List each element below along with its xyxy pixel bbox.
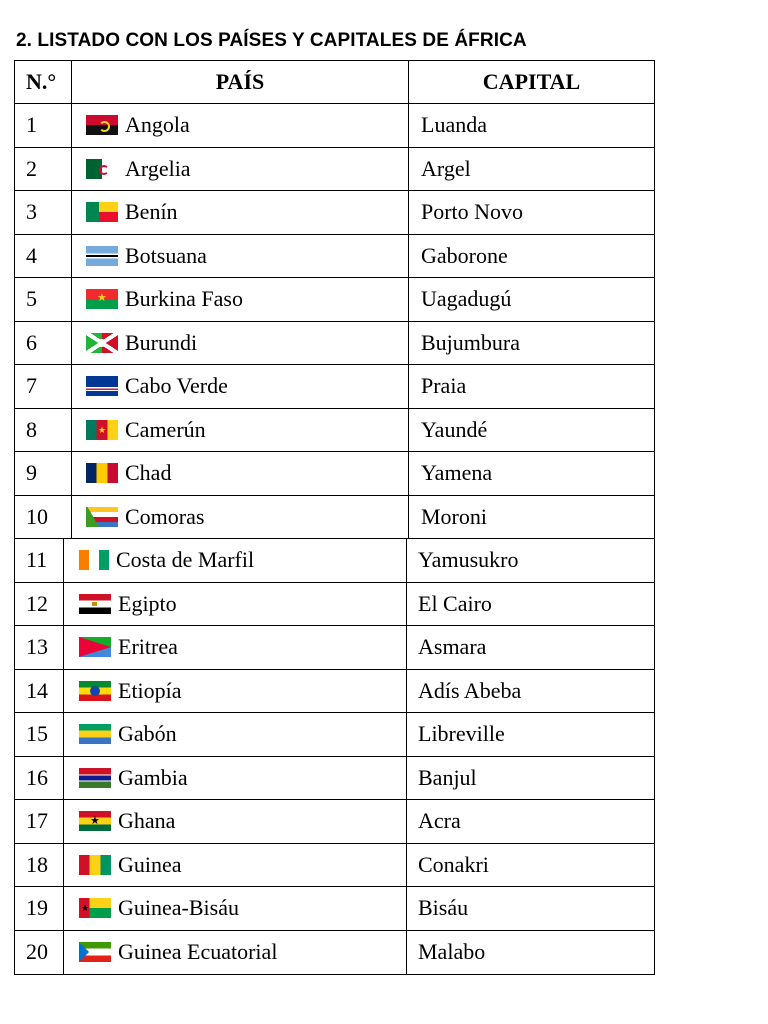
row-capital: Luanda bbox=[421, 112, 487, 138]
header-capital: CAPITAL bbox=[482, 69, 581, 94]
table-row bbox=[15, 670, 654, 714]
row-number: 18 bbox=[15, 844, 64, 887]
table-row bbox=[15, 583, 654, 627]
row-capital: Banjul bbox=[418, 764, 477, 790]
row-country: Guinea-Bisáu bbox=[118, 895, 239, 921]
row-country-cell bbox=[64, 887, 407, 930]
row-capital: Porto Novo bbox=[421, 199, 524, 225]
table-row bbox=[15, 844, 654, 888]
row-number: 2 bbox=[15, 148, 72, 191]
row-country: Camerún bbox=[125, 416, 206, 442]
row-country: Ghana bbox=[118, 808, 176, 834]
row-capital: Argel bbox=[421, 155, 471, 181]
row-country-cell bbox=[72, 191, 409, 234]
row-country: Guinea bbox=[118, 851, 182, 877]
row-capital: Yamusukro bbox=[418, 547, 519, 573]
comoros-flag-icon bbox=[86, 507, 118, 527]
row-country: Gambia bbox=[118, 764, 188, 790]
table-row bbox=[15, 931, 654, 975]
header-number: N.° bbox=[15, 61, 72, 103]
row-capital: Gaborone bbox=[421, 242, 508, 268]
gabon-flag-icon bbox=[79, 724, 111, 744]
row-capital: Bisáu bbox=[418, 895, 469, 921]
row-country: Burkina Faso bbox=[125, 286, 243, 312]
algeria-flag-icon bbox=[86, 159, 118, 179]
row-capital: Yaundé bbox=[421, 416, 488, 442]
benin-flag-icon bbox=[86, 202, 118, 222]
guinea-flag-icon bbox=[79, 855, 111, 875]
row-capital: Praia bbox=[421, 373, 467, 399]
cape-verde-flag-icon bbox=[86, 376, 118, 396]
row-country-cell bbox=[72, 148, 409, 191]
row-capital: Libreville bbox=[418, 721, 505, 747]
row-number: 14 bbox=[15, 670, 64, 713]
row-country: Angola bbox=[125, 112, 190, 138]
row-country: Guinea Ecuatorial bbox=[118, 939, 278, 965]
row-country: Eritrea bbox=[118, 634, 178, 660]
row-country-cell bbox=[64, 931, 407, 975]
row-country: Botsuana bbox=[125, 242, 207, 268]
row-country: Gabón bbox=[118, 721, 177, 747]
table-row bbox=[15, 148, 654, 192]
row-country-cell bbox=[72, 322, 409, 365]
eritrea-flag-icon bbox=[79, 637, 111, 657]
cameroon-flag-icon bbox=[86, 420, 118, 440]
row-number: 20 bbox=[15, 931, 64, 975]
table-row bbox=[15, 496, 654, 540]
row-number: 4 bbox=[15, 235, 72, 278]
burundi-flag-icon bbox=[86, 333, 118, 353]
row-number: 5 bbox=[15, 278, 72, 321]
equatorial-guinea-flag-icon bbox=[79, 942, 111, 962]
row-country-cell bbox=[72, 235, 409, 278]
ivory-coast-flag-icon bbox=[79, 550, 109, 570]
row-country-cell bbox=[64, 583, 407, 626]
row-number: 11 bbox=[15, 539, 64, 582]
row-country-cell bbox=[72, 409, 409, 452]
botswana-flag-icon bbox=[86, 246, 118, 266]
table-row bbox=[15, 409, 654, 453]
row-country-cell bbox=[64, 713, 407, 756]
guinea-bissau-flag-icon bbox=[79, 898, 111, 918]
table-row bbox=[15, 322, 654, 366]
row-number: 8 bbox=[15, 409, 72, 452]
table-row bbox=[15, 757, 654, 801]
table-row bbox=[15, 191, 654, 235]
chad-flag-icon bbox=[86, 463, 118, 483]
row-number: 9 bbox=[15, 452, 72, 495]
header-country: PAÍS bbox=[72, 61, 409, 103]
row-country-cell bbox=[72, 365, 409, 408]
countries-capitals-table bbox=[14, 60, 655, 975]
row-country: Benín bbox=[125, 199, 178, 225]
row-capital: Uagadugú bbox=[421, 286, 512, 312]
row-number: 16 bbox=[15, 757, 64, 800]
row-country-cell bbox=[72, 278, 409, 321]
row-country-cell bbox=[64, 670, 407, 713]
row-country-cell bbox=[64, 844, 407, 887]
row-number: 13 bbox=[15, 626, 64, 669]
row-number: 17 bbox=[15, 800, 64, 843]
gambia-flag-icon bbox=[79, 768, 111, 788]
ethiopia-flag-icon bbox=[79, 681, 111, 701]
row-country: Burundi bbox=[125, 329, 198, 355]
row-country: Egipto bbox=[118, 590, 177, 616]
row-country-cell bbox=[72, 104, 409, 147]
row-number: 7 bbox=[15, 365, 72, 408]
row-country: Cabo Verde bbox=[125, 373, 228, 399]
table-row bbox=[15, 235, 654, 279]
row-country: Argelia bbox=[125, 155, 191, 181]
row-country-cell bbox=[64, 757, 407, 800]
row-country: Chad bbox=[125, 460, 172, 486]
row-capital: Bujumbura bbox=[421, 329, 520, 355]
row-capital: Conakri bbox=[418, 851, 489, 877]
table-header-row bbox=[15, 61, 654, 104]
row-country-cell bbox=[64, 800, 407, 843]
row-country-cell bbox=[72, 496, 409, 539]
table-row bbox=[15, 626, 654, 670]
row-capital: Malabo bbox=[418, 939, 486, 965]
row-country-cell bbox=[64, 626, 407, 669]
ghana-flag-icon bbox=[79, 811, 111, 831]
row-country: Comoras bbox=[125, 503, 205, 529]
row-number: 12 bbox=[15, 583, 64, 626]
row-number: 1 bbox=[15, 104, 72, 147]
table-row bbox=[15, 887, 654, 931]
row-number: 3 bbox=[15, 191, 72, 234]
row-capital: Asmara bbox=[418, 634, 487, 660]
row-capital: Acra bbox=[418, 808, 461, 834]
row-capital: Moroni bbox=[421, 503, 487, 529]
burkina-faso-flag-icon bbox=[86, 289, 118, 309]
table-row bbox=[15, 104, 654, 148]
angola-flag-icon bbox=[86, 115, 118, 135]
table-row bbox=[15, 713, 654, 757]
document-title: 2. LISTADO CON LOS PAÍSES Y CAPITALES DE ÁFRICA bbox=[16, 30, 527, 51]
row-country-cell bbox=[64, 539, 407, 582]
table-row bbox=[15, 539, 654, 583]
row-number: 19 bbox=[15, 887, 64, 930]
egypt-flag-icon bbox=[79, 594, 111, 614]
row-number: 6 bbox=[15, 322, 72, 365]
table-row bbox=[15, 452, 654, 496]
row-capital: El Cairo bbox=[418, 590, 492, 616]
row-country: Costa de Marfil bbox=[116, 547, 255, 573]
row-number: 15 bbox=[15, 713, 64, 756]
row-capital: Adís Abeba bbox=[418, 677, 522, 703]
row-number: 10 bbox=[15, 496, 72, 539]
table-row bbox=[15, 800, 654, 844]
table-row bbox=[15, 365, 654, 409]
row-capital: Yamena bbox=[421, 460, 493, 486]
table-row bbox=[15, 278, 654, 322]
row-country: Etiopía bbox=[118, 677, 182, 703]
row-country-cell bbox=[72, 452, 409, 495]
